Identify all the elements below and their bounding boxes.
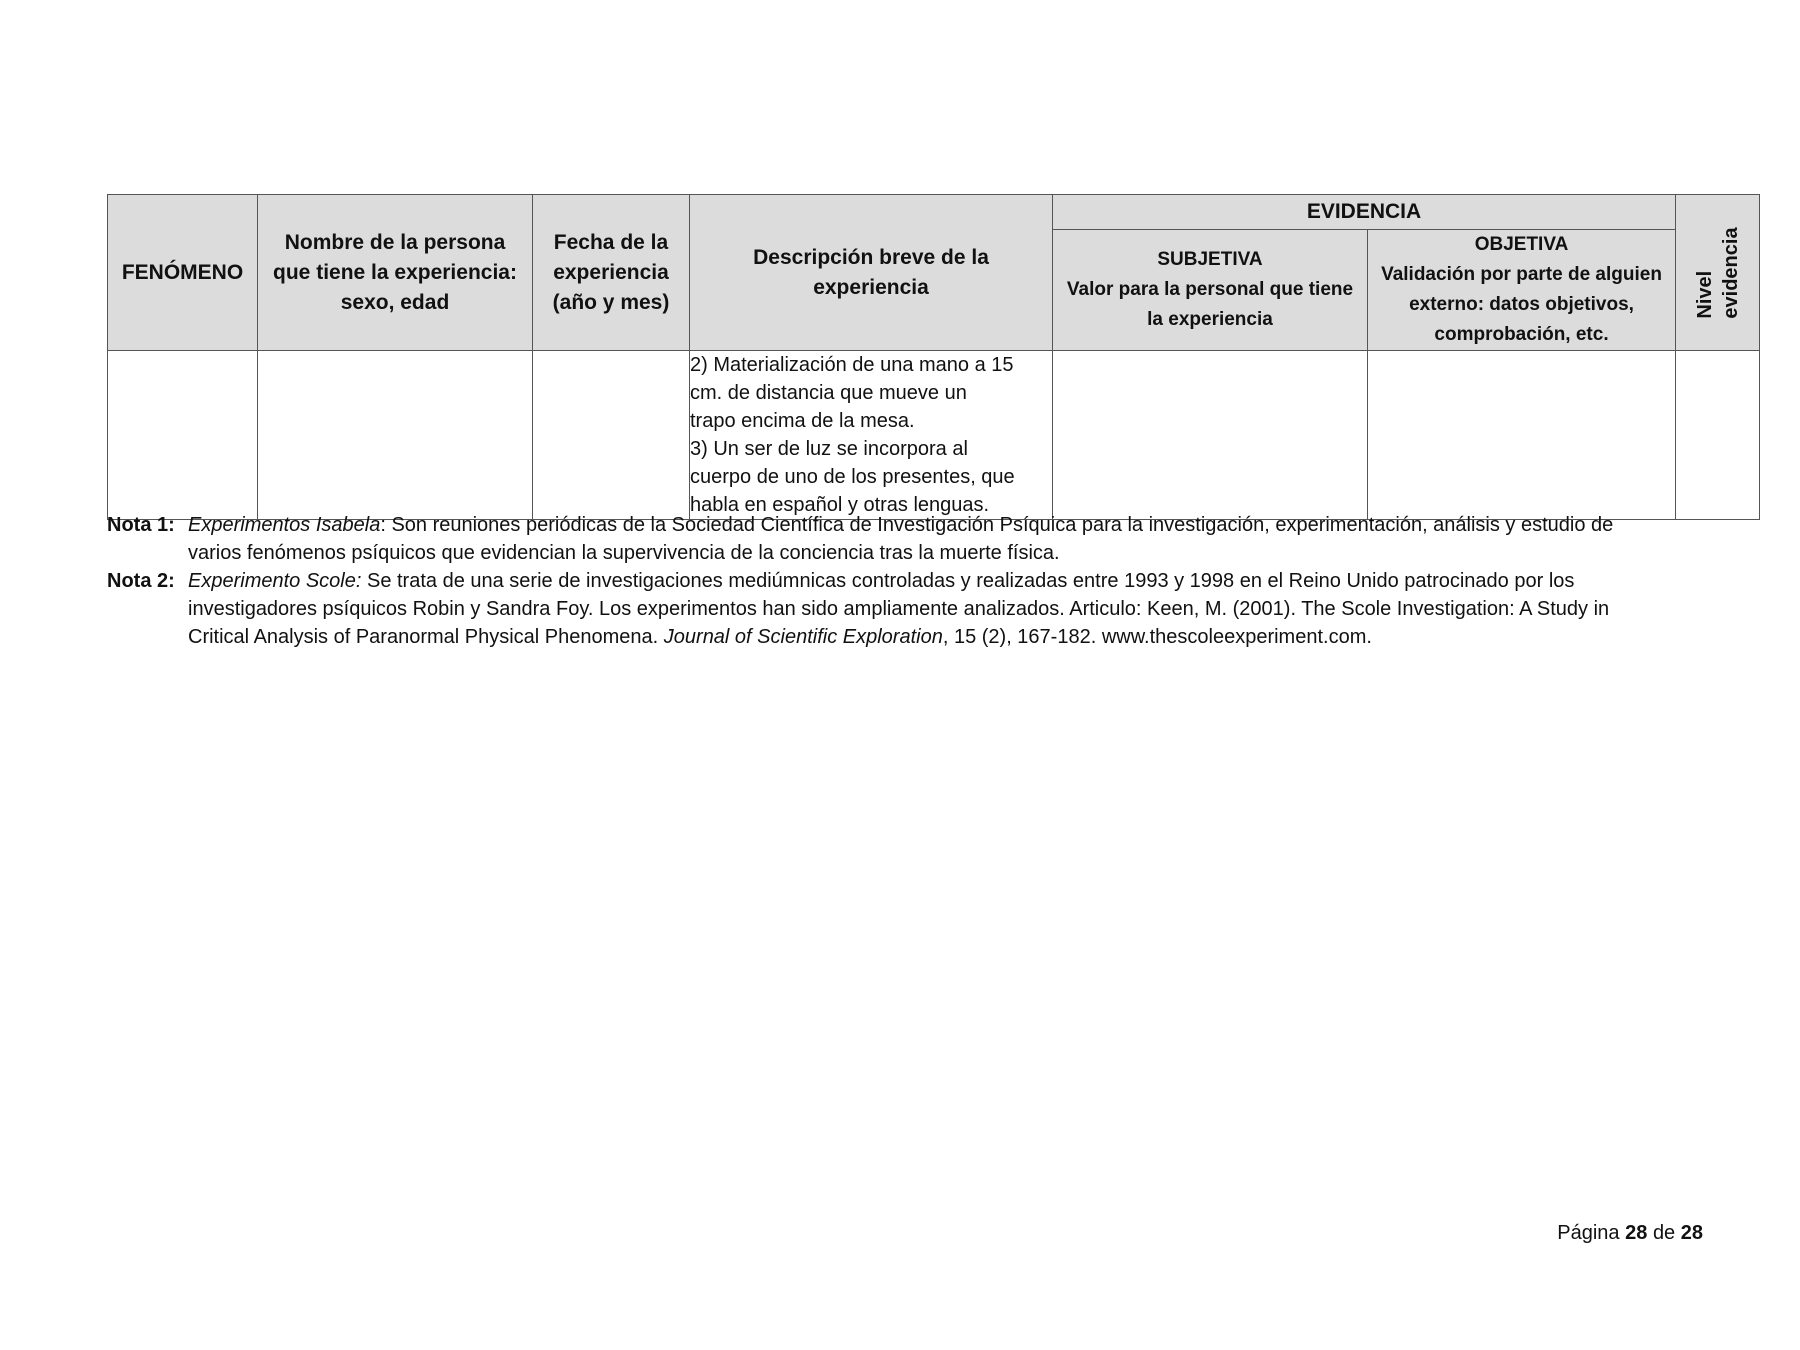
notes-section (107, 511, 1667, 651)
note-2 (107, 567, 1667, 651)
note-1-italic: Experimentos Isabela (188, 514, 381, 536)
note-2-journal: Journal of Scientific Exploration (663, 626, 943, 648)
nivel-line-1: Nivel (1693, 270, 1716, 319)
objetiva-desc: Validación por parte de alguien externo: datos objetivos, comprobación, etc. (1381, 264, 1662, 345)
note-2-italic: Experimento Scole: (188, 570, 362, 592)
note-1 (107, 511, 1667, 567)
header-descripcion: Descripción breve de la experiencia (690, 195, 1053, 351)
header-subjetiva (1053, 230, 1368, 351)
note-2-label: Nota 2: (107, 570, 175, 592)
cell-subjetiva (1053, 351, 1368, 520)
note-2-text (188, 567, 1667, 651)
desc-line: 3) Un ser de luz se incorpora al (690, 438, 968, 460)
header-fenomeno: FENÓMENO (108, 195, 258, 351)
page-prefix: Página (1557, 1222, 1620, 1244)
note-1-body: : Son reuniones periódicas de la Sociedad Científica de Investigación Psíquica para la investigación, experimentación, análisis y estudio de varios fenómenos psíquicos que evidencian la supervivencia de la conciencia tras la muerte física. (188, 514, 1614, 564)
desc-line: habla en español y otras lenguas. (690, 494, 990, 516)
objetiva-title: OBJETIVA (1474, 234, 1569, 255)
header-nombre: Nombre de la persona que tiene la experiencia: sexo, edad (258, 195, 533, 351)
header-evidencia: EVIDENCIA (1053, 195, 1676, 230)
cell-objetiva (1368, 351, 1676, 520)
cell-nombre (258, 351, 533, 520)
desc-line: cuerpo de uno de los presentes, que (690, 466, 1015, 488)
cell-nivel (1676, 351, 1760, 520)
nivel-evidencia-label (1692, 227, 1744, 318)
header-nivel-evidencia (1676, 195, 1760, 351)
evidence-table (107, 194, 1760, 520)
header-objetiva (1368, 230, 1676, 351)
page-number (1557, 1220, 1703, 1246)
header-fecha: Fecha de la experiencia (año y mes) (533, 195, 690, 351)
nivel-line-2: evidencia (1719, 226, 1742, 319)
note-1-label: Nota 1: (107, 514, 175, 536)
cell-descripcion (690, 351, 1053, 520)
desc-line: 2) Materialización de una mano a 15 (690, 354, 1014, 376)
desc-line: trapo encima de la mesa. (690, 410, 915, 432)
cell-fecha (533, 351, 690, 520)
note-1-text (188, 511, 1667, 567)
table-row (108, 351, 1760, 520)
page-total: 28 (1680, 1222, 1703, 1244)
cell-fenomeno (108, 351, 258, 520)
note-2-body-end: , 15 (2), 167-182. www.thescoleexperiment.com. (942, 626, 1372, 648)
page-current: 28 (1625, 1222, 1648, 1244)
subjetiva-desc: Valor para la personal que tiene la experiencia (1066, 279, 1354, 330)
header-row-top (108, 195, 1760, 230)
page-middle: de (1652, 1222, 1676, 1244)
note-2-body: Se trata de una serie de investigaciones mediúmnicas controladas y realizadas entre 1993 y 1998 en el Reino Unido patrocinado por los investigadores psíquicos Robin y Sandra Foy. Los experimentos han sido ampliamente analizados. Articulo: Keen, M. (2001). The Scole Investigation: A Study in Critical Analysis of Paranormal Physical Phenomena. (188, 570, 1610, 648)
subjetiva-title: SUBJETIVA (1157, 249, 1263, 270)
desc-line: cm. de distancia que mueve un (690, 382, 967, 404)
